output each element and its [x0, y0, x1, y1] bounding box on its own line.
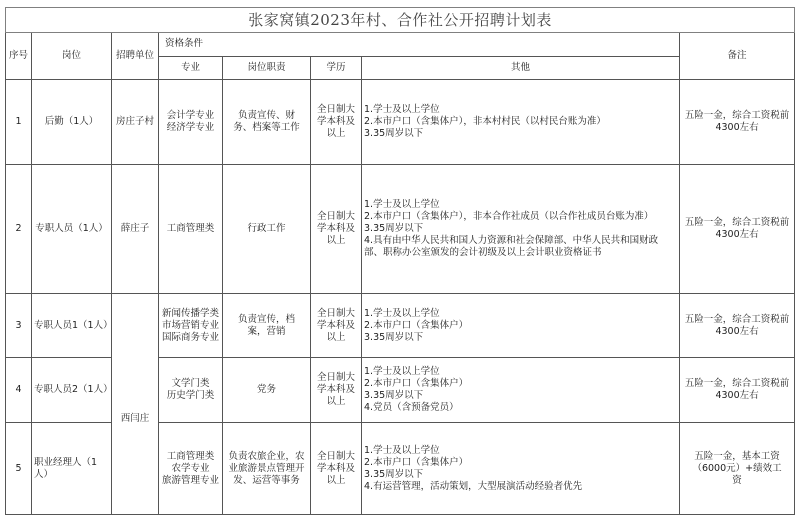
other-line: 2.本市户口（含集体户） [364, 456, 469, 468]
cell-index: 5 [6, 423, 32, 515]
cell-position: 专职人员1（1人） [32, 294, 112, 358]
other-line: 2.本市户口（含集体户），非本合作社成员（以合作社成员台账为准） [364, 211, 654, 222]
cell-duties: 负责宣传、财务、档案等工作 [223, 80, 311, 165]
major-line: 旅游管理专业 [161, 474, 219, 486]
cell-other [362, 423, 680, 515]
cell-duties: 党务 [223, 358, 311, 423]
cell-other [362, 165, 680, 294]
cell-unit: 薛庄子 [112, 165, 159, 294]
cell-other [362, 294, 680, 358]
other-line: 1.学士及以上学位 [364, 444, 440, 456]
cell-major [159, 294, 223, 358]
cell-major [159, 423, 223, 515]
other-line: 1.学士及以上学位 [364, 366, 440, 377]
other-line: 3.35周岁以下 [364, 390, 424, 401]
major-line: 农学专业 [171, 462, 210, 474]
other-line: 4.具有由中华人民共和国人力资源和社会保障部、中华人民共和国财政部、职称办公室颁发的会计初级及以上会计职业资格证书 [364, 235, 659, 258]
major-line: 会计学专业 [166, 110, 215, 121]
cell-other [362, 80, 680, 165]
cell-major [159, 165, 223, 294]
other-line: 4.党员（含预备党员） [364, 402, 459, 413]
cell-position: 后勤（1人） [32, 80, 112, 165]
major-line: 工商管理类 [166, 450, 215, 462]
other-line: 1.学士及以上学位 [364, 104, 440, 115]
header-education: 学历 [311, 56, 362, 80]
other-line: 4.有运营管理，活动策划，大型展演活动经验者优先 [364, 480, 583, 492]
header-duties: 岗位职责 [223, 56, 311, 80]
cell-education: 全日制大学本科及以上 [311, 294, 362, 358]
cell-unit: 房庄子村 [112, 80, 159, 165]
cell-unit: 西闫庄 [112, 294, 159, 515]
other-line: 3.35周岁以下 [364, 331, 424, 343]
other-line: 3.35周岁以下 [364, 128, 424, 139]
cell-education: 全日制大学本科及以上 [311, 358, 362, 423]
major-line: 经济学专业 [166, 122, 215, 133]
header-major: 专业 [159, 56, 223, 80]
cell-remarks: 五险一金，综合工资税前4300左右 [680, 80, 795, 165]
cell-position: 专职人员2（1人） [32, 358, 112, 423]
cell-position: 职业经理人（1人） [32, 423, 112, 515]
cell-remarks: 五险一金，基本工资（6000元）+绩效工资 [680, 423, 795, 515]
recruitment-plan-table [5, 7, 795, 515]
other-line: 2.本市户口（含集体户） [364, 378, 469, 389]
major-line: 工商管理类 [166, 223, 215, 234]
cell-education: 全日制大学本科及以上 [311, 423, 362, 515]
header-other: 其他 [362, 56, 680, 80]
cell-remarks: 五险一金，综合工资税前4300左右 [680, 358, 795, 423]
major-line: 国际商务专业 [161, 331, 219, 343]
cell-index: 4 [6, 358, 32, 423]
table-row [6, 80, 795, 165]
header-unit: 招聘单位 [112, 33, 159, 80]
cell-duties: 行政工作 [223, 165, 311, 294]
major-line: 市场营销专业 [161, 319, 219, 331]
table-title: 张家窝镇2023年村、合作社公开招聘计划表 [6, 8, 795, 33]
cell-index: 3 [6, 294, 32, 358]
cell-major [159, 80, 223, 165]
cell-education: 全日制大学本科及以上 [311, 80, 362, 165]
other-line: 2.本市户口（含集体户） [364, 319, 469, 331]
header-position: 岗位 [32, 33, 112, 80]
cell-education: 全日制大学本科及以上 [311, 165, 362, 294]
other-line: 1.学士及以上学位 [364, 199, 440, 210]
cell-remarks: 五险一金，综合工资税前4300左右 [680, 165, 795, 294]
cell-duties: 负责农旅企业，农业旅游景点管理开发、运营等事务 [223, 423, 311, 515]
cell-index: 2 [6, 165, 32, 294]
other-line: 1.学士及以上学位 [364, 307, 440, 319]
table-row [6, 165, 795, 294]
major-line: 新闻传播学类 [161, 307, 219, 319]
table-row [6, 294, 795, 358]
header-index: 序号 [6, 33, 32, 80]
major-line: 历史学门类 [166, 390, 215, 401]
header-remarks: 备注 [680, 33, 795, 80]
cell-other [362, 358, 680, 423]
header-qualifications: 资格条件 [159, 33, 680, 57]
cell-major [159, 358, 223, 423]
cell-remarks: 五险一金，综合工资税前4300左右 [680, 294, 795, 358]
other-line: 3.35周岁以下 [364, 468, 424, 480]
header-row-1 [6, 33, 795, 57]
other-line: 3.35周岁以下 [364, 223, 424, 234]
major-line: 文学门类 [171, 378, 210, 389]
other-line: 2.本市户口（含集体户），非本村村民（以村民台账为准） [364, 116, 606, 127]
cell-index: 1 [6, 80, 32, 165]
cell-duties: 负责宣传，档案，营销 [223, 294, 311, 358]
cell-position: 专职人员（1人） [32, 165, 112, 294]
